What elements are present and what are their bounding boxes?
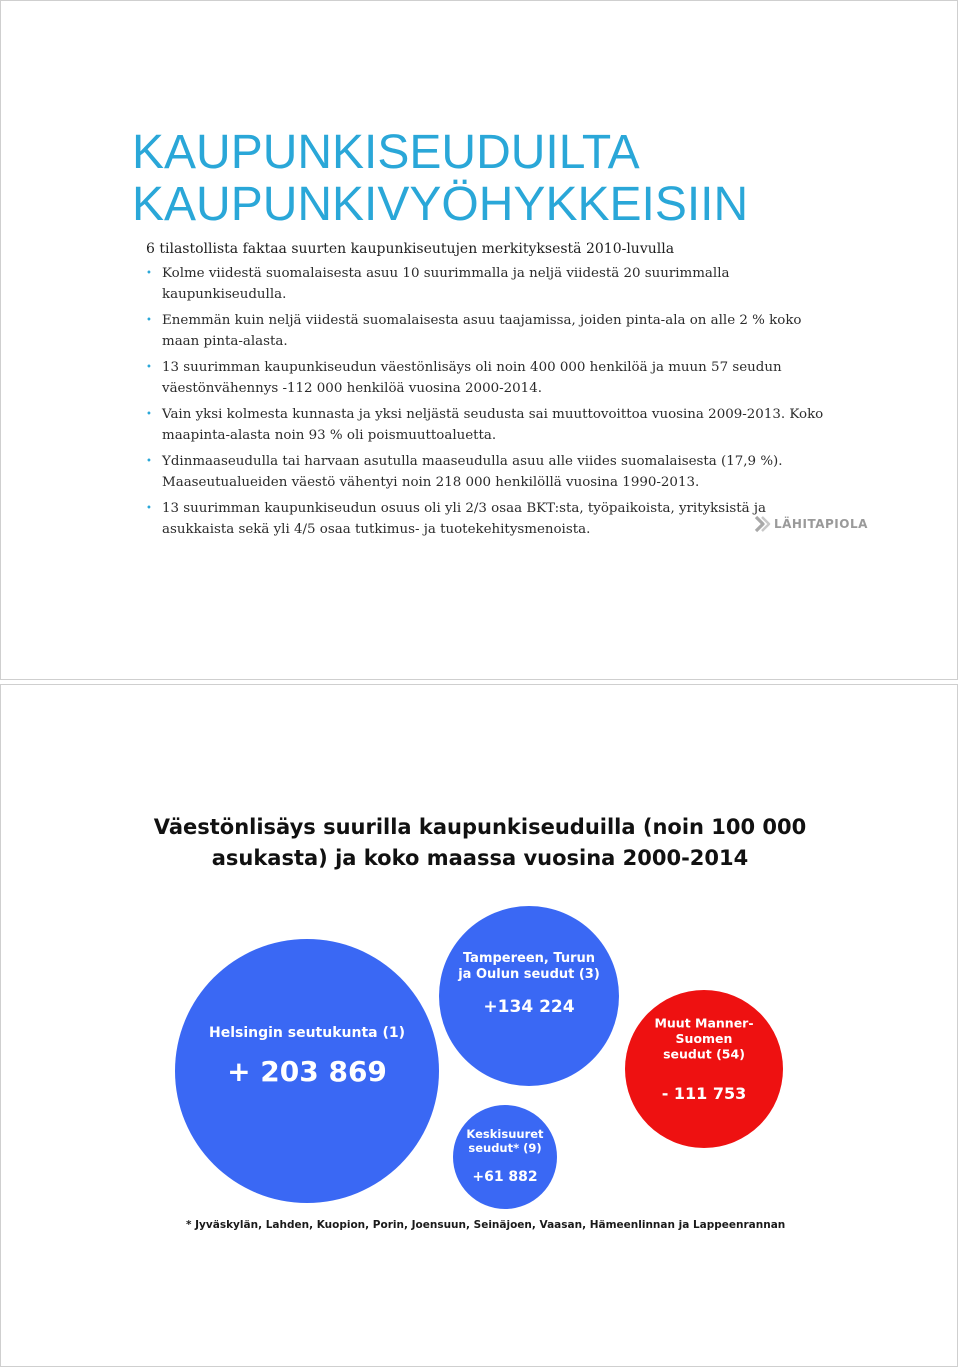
bubble-value: - 111 753: [661, 1084, 747, 1103]
bullet-dot-icon: •: [146, 362, 152, 373]
logo-text: LÄHITAPIOLA: [774, 517, 868, 531]
bubble-group: [453, 1105, 557, 1209]
bubble-label: ja Oulun seudut (3): [458, 967, 600, 983]
bubble-label: seudut (54): [663, 1046, 745, 1062]
bubble-group: [439, 906, 619, 1086]
fact-text: Vain yksi kolmesta kunnasta ja yksi neljästä seudusta sai muuttovoittoa vuosina 2009-2013. Koko maapinta-alasta noin 93 % oli poismuuttoaluetta.: [162, 407, 824, 443]
bubble-value: +134 224: [483, 997, 575, 1017]
chart-footnote: * Jyväskylän, Lahden, Kuopion, Porin, Joensuun, Seinäjoen, Vaasan, Hämeenlinnan ja Lappeenrannan: [186, 1219, 786, 1231]
bullet-dot-icon: •: [146, 315, 152, 326]
bubble-label: Tampereen, Turun: [462, 950, 596, 966]
bubble-label: Muut Manner-: [654, 1015, 754, 1031]
bubble: [453, 1105, 557, 1209]
bubble-label: Suomen: [675, 1031, 733, 1046]
fact-text: Enemmän kuin neljä viidestä suomalaisesta asuu taajamissa, joiden pinta-ala on alle 2 % koko maan pinta-alasta.: [162, 313, 802, 349]
slide1-title-line-2: KAUPUNKIVYÖHYKKEISIIN: [132, 178, 749, 231]
fact-text: 13 suurimman kaupunkiseudun väestönlisäys oli noin 400 000 henkilöä ja muun 57 seudun väestönvähennys -112 000 henkilöä vuosina 2000-2014.: [162, 360, 782, 396]
bullet-dot-icon: •: [146, 503, 152, 514]
slide1-subtitle: 6 tilastollista faktaa suurten kaupunkiseutujen merkityksestä 2010-luvulla: [146, 241, 675, 257]
bubble-label: seudut* (9): [468, 1141, 542, 1156]
fact-text: 13 suurimman kaupunkiseudun osuus oli yli 2/3 osaa BKT:sta, työpaikoista, yrityksistä ja asukkaista sekä yli 4/5 osaa tutkimus- ja tuotekehitysmenoista.: [162, 501, 767, 537]
bubble-value: + 203 869: [227, 1055, 387, 1088]
bullet-dot-icon: •: [146, 456, 152, 467]
chart-title-line-1: Väestönlisäys suurilla kaupunkiseuduilla (noin 100 000: [153, 815, 807, 839]
bullet-dot-icon: •: [146, 268, 152, 279]
fact-text: Kolme viidestä suomalaisesta asuu 10 suurimmalla ja neljä viidestä 20 suurimmalla kaupunkiseudulla.: [162, 266, 730, 302]
bubble-label: Keskisuuret: [466, 1126, 544, 1141]
bubble-value: +61 882: [472, 1169, 538, 1185]
bullet-dot-icon: •: [146, 409, 152, 420]
fact-text: Ydinmaaseudulla tai harvaan asutulla maaseudulla asuu alle viides suomalaisesta (17,9 %). Maaseutualueiden väestö vähentyi noin 218 000 henkilöllä vuosina 1990-2013.: [162, 454, 783, 490]
bubble: [439, 906, 619, 1086]
bubble-label: Helsingin seutukunta (1): [208, 1025, 406, 1041]
chart-title-line-2: asukasta) ja koko maassa vuosina 2000-2014: [211, 846, 749, 870]
bubble-group: [625, 990, 783, 1148]
bubble-group: [175, 939, 439, 1203]
bubble: [625, 990, 783, 1148]
slide1-title-line-1: KAUPUNKISEUDUILTA: [132, 126, 640, 179]
